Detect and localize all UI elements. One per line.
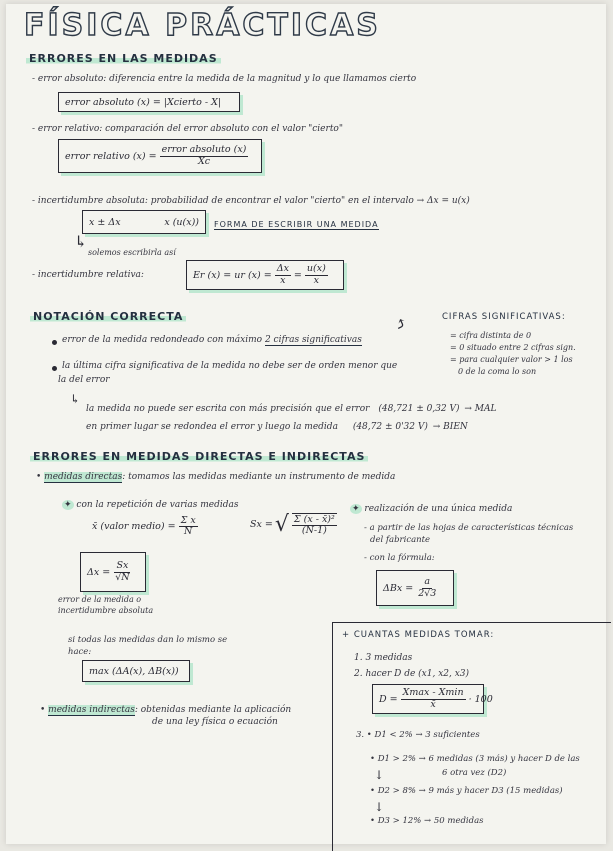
rel-error-denominator: Xc — [197, 155, 211, 167]
d-den: x̄ — [430, 698, 436, 710]
mean-formula — [92, 516, 201, 538]
note-line: incertidumbre absoluta — [58, 606, 154, 615]
notation-rule-2a: la última cifra significativa de la medida no debe ser de orden menor que — [62, 361, 398, 371]
cifras-item: 0 de la coma lo son — [458, 367, 537, 376]
note-line: error de la medida o — [58, 595, 142, 604]
panel-rule1b: 6 otra vez (D2) — [442, 768, 507, 778]
mean-num: Σ x — [180, 515, 196, 526]
rel-error-definition: - error relativo: comparación del error absoluto con el valor "cierto" — [32, 124, 343, 134]
notebook-page — [6, 4, 606, 844]
rel-uncertainty-frac1 — [275, 264, 291, 286]
single-lhs: ΔBx = — [383, 582, 414, 594]
notation-b: x (u(x)) — [164, 216, 199, 228]
single-num: a — [424, 576, 431, 588]
directas-label: medidas directas — [44, 472, 123, 482]
abs-error-definition: - error absoluto: diferencia entre la medida de la magnitud y lo que llamamos cierto — [32, 74, 417, 84]
panel-rule2: • D2 > 8% → 9 más y hacer D3 (15 medidas) — [370, 786, 563, 796]
rel-error-numerator: error absoluto (x) — [161, 144, 247, 156]
note-line-b — [86, 422, 468, 432]
section-heading-notacion: NOTACIÓN CORRECTA — [30, 310, 186, 323]
note-a-result: → MAL — [464, 404, 497, 414]
section-heading-directas: ERRORES EN MEDIDAS DIRECTAS E INDIRECTAS — [30, 450, 368, 463]
curved-arrow-icon: ↳ — [74, 232, 88, 251]
same-measures-note — [68, 634, 227, 658]
rel-uncertainty-label: - incertidumbre relativa: — [32, 270, 144, 280]
delta-x-num: Sx — [116, 560, 129, 572]
panel-step: 1. 3 medidas — [354, 653, 413, 663]
delta-x-den: √N — [115, 571, 130, 583]
mean-lhs: x̄ (valor medio) = — [92, 521, 176, 533]
solemos-note: solemos escribirla así — [88, 248, 176, 257]
single-measure-line: ✦ realización de una única medida — [352, 504, 513, 514]
indirectas-label: medidas indirectas — [48, 705, 135, 715]
cifras-heading: CIFRAS SIGNIFICATIVAS: — [442, 312, 566, 322]
stddev-num: Σ (x - x̄)² — [293, 513, 335, 525]
panel-step: 2. hacer D de (x1, x2, x3) — [354, 669, 470, 679]
rule1-highlight: 2 cifras significativas — [264, 335, 362, 345]
note-b-text: en primer lugar se redondea el error y luego la medida — [86, 422, 338, 432]
cifras-item: = cifra distinta de 0 — [450, 331, 532, 340]
mean-den: N — [183, 526, 193, 538]
rel-error-fraction — [160, 145, 249, 167]
d-formula-box — [372, 684, 493, 714]
rel-uncertainty-box — [186, 260, 344, 290]
single-measure-items — [364, 522, 573, 564]
single-den: 2√3 — [418, 587, 437, 599]
measure-notation-box — [82, 210, 206, 234]
notation-rule-2b: la del error — [58, 375, 110, 385]
bullet — [52, 340, 57, 345]
note-a-value: (48,721 ± 0,32 V) — [378, 404, 460, 414]
delta-x-lhs: Δx = — [87, 566, 111, 578]
panel-step3: 3. • D1 < 2% → 3 suficientes — [356, 730, 480, 740]
cifras-list — [450, 330, 576, 378]
indirectas-block: • medidas indirectas: obtenidas mediante la aplicación de una ley física o ecuación — [40, 705, 292, 727]
abs-error-formula: error absoluto (x) = |Xcierto - X| — [65, 96, 222, 108]
notation-a: x ± Δx — [89, 216, 121, 228]
indirectas-def: : obtenidas mediante la aplicación — [134, 705, 292, 715]
rel-uncertainty-lhs: Er (x) = ur (x) = — [193, 269, 272, 281]
section-heading-errores: ERRORES EN LAS MEDIDAS — [26, 52, 221, 65]
uncertainty-definition: - incertidumbre absoluta: probabilidad de encontrar el valor "cierto" en el intervalo → Δx = u(x) — [32, 196, 470, 206]
notation-label: FORMA DE ESCRIBIR UNA MEDIDA — [214, 220, 379, 229]
note-b-result: → BIEN — [432, 422, 468, 432]
equals-sign: = — [293, 269, 302, 281]
panel-rule1: • D1 > 2% → 6 medidas (3 más) y hacer D de las — [370, 754, 580, 764]
note-line: si todas las medidas dan lo mismo se — [68, 635, 228, 645]
d-rhs: · 100 — [468, 693, 493, 705]
single-item: del fabricante — [370, 535, 431, 545]
delta-x-box — [80, 552, 146, 592]
notation-rule-1 — [62, 335, 362, 345]
indirectas-def: de una ley física o ecuación — [152, 717, 278, 727]
panel-heading: + CUANTAS MEDIDAS TOMAR: — [342, 630, 495, 640]
down-arrow-icon: ↓ — [374, 768, 385, 782]
bullet — [52, 366, 57, 371]
note-a-text: la medida no puede ser escrita con más precisión que el error — [86, 404, 370, 414]
d-fraction — [401, 688, 466, 710]
stddev-lhs: Sx = — [250, 519, 273, 530]
single-item: - con la fórmula: — [364, 553, 435, 563]
page-title: FÍSICA PRÁCTICAS — [24, 8, 381, 43]
return-arrow-icon: ↳ — [70, 392, 81, 406]
cifras-item: = 0 situado entre 2 cifras sign. — [450, 343, 576, 352]
mean-fraction — [179, 516, 198, 538]
rel-error-lhs: error relativo (x) = — [65, 150, 157, 162]
panel-steps — [354, 650, 469, 682]
note-line: hace: — [68, 647, 92, 657]
rel-uncertainty-frac2 — [305, 264, 328, 286]
single-measure-box — [376, 570, 454, 606]
directas-definition: : tomamos las medidas mediante un instrumento de medida — [122, 472, 396, 482]
repetition-line: ✦ con la repetición de varias medidas — [64, 500, 239, 510]
stddev-formula: Sx = √ $\frac{\text{Σ (x - x̄)²}}{(N-1)}$ — [250, 512, 335, 537]
frac2-den: x — [313, 274, 320, 286]
cifras-item: = para cualquier valor > 1 los — [450, 355, 573, 364]
stddev-fraction — [292, 513, 337, 537]
single-item: - a partir de las hojas de características técnicas — [364, 523, 574, 533]
delta-x-fraction — [113, 561, 131, 583]
single-measure-label: realización de una única medida — [364, 504, 513, 514]
repetition-label: con la repetición de varias medidas — [76, 500, 239, 510]
curved-arrow-icon: ⤴ — [390, 312, 411, 335]
stddev-den: (N-1) — [301, 525, 327, 536]
directas-line: • medidas directas: tomamos las medidas mediante un instrumento de medida — [36, 472, 396, 482]
rule1-text: error de la medida redondeado con máximo — [62, 335, 263, 345]
d-lhs: D = — [379, 693, 398, 705]
max-formula: max (ΔA(x), ΔB(x)) — [89, 665, 179, 677]
delta-x-note — [58, 594, 153, 616]
frac2-num: u(x) — [306, 263, 326, 275]
rel-error-formula-box — [58, 139, 262, 173]
note-b-value: (48,72 ± 0'32 V) — [352, 422, 428, 432]
down-arrow-icon: ↓ — [374, 800, 385, 814]
frac1-den: x — [280, 274, 286, 286]
single-fraction — [416, 577, 438, 599]
note-line-a — [86, 404, 497, 414]
frac1-num: Δx — [276, 263, 289, 275]
abs-error-formula-box — [58, 92, 240, 112]
d-num: Xmax - Xmin — [402, 687, 464, 699]
panel-rule3: • D3 > 12% → 50 medidas — [370, 816, 484, 826]
max-formula-box — [82, 660, 190, 682]
